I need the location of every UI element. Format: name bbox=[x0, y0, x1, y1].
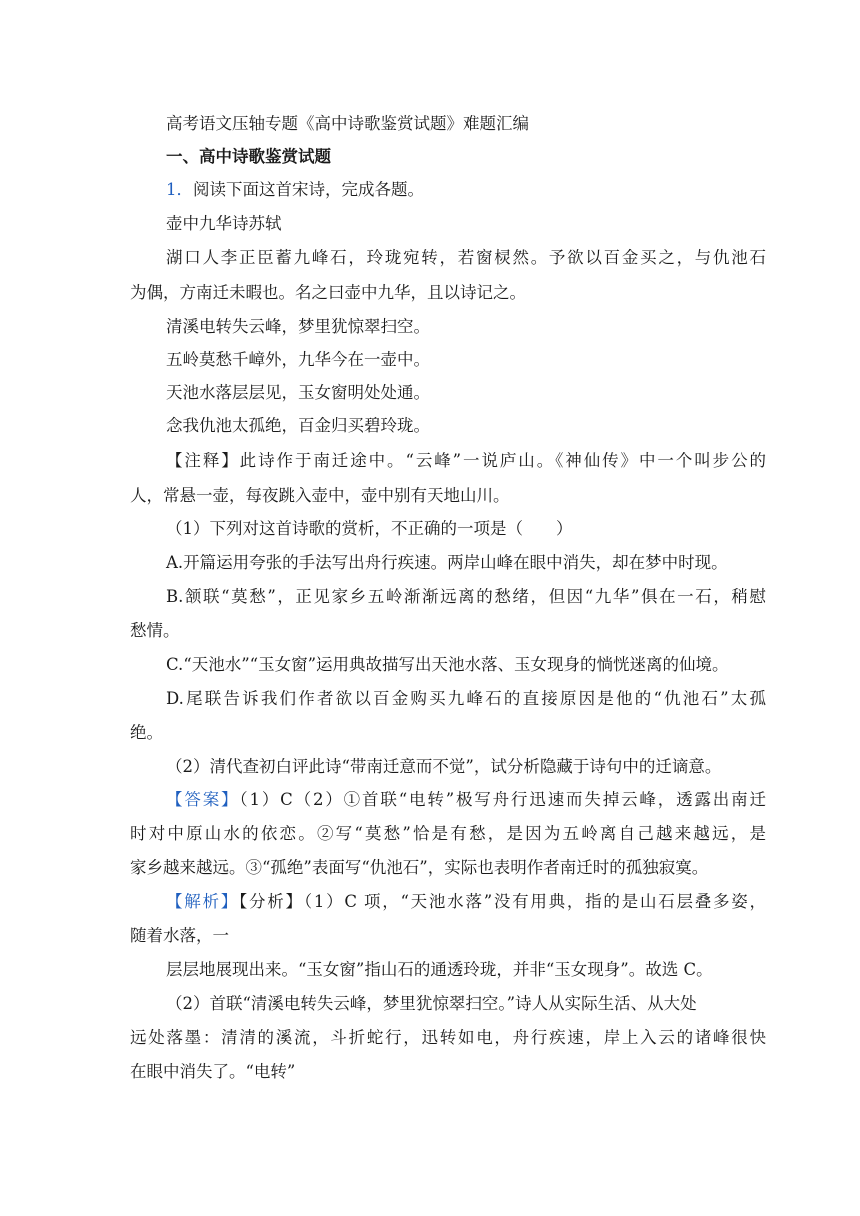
analysis-sub-label: 【分析】 bbox=[239, 892, 304, 911]
doc-title: 高考语文压轴专题《高中诗歌鉴赏试题》难题汇编 bbox=[166, 114, 529, 133]
note-line-1: 【注释】此诗作于南迁途中。“云峰”一说庐山。《神仙传》中一个叫步公的 bbox=[166, 451, 766, 470]
answer-line-2: 时对中原山水的依恋。②写“莫愁”恰是有愁，是因为五岭离自己越来越远，是 bbox=[130, 824, 766, 843]
verse-2: 五岭莫愁千嶂外，九华今在一壶中。 bbox=[166, 350, 430, 369]
preface-line-1: 湖口人李正臣蓄九峰石，玲珑宛转，若窗棂然。予欲以百金买之，与仇池石 bbox=[166, 248, 766, 267]
question-1 bbox=[166, 180, 424, 200]
analysis-text-1: （1）C 项，“天池水落”没有用典，指的是山石层叠多姿， bbox=[303, 892, 766, 911]
answer-label: 【答案】 bbox=[166, 790, 240, 809]
analysis-line-6: 在眼中消失了。“电转” bbox=[130, 1062, 296, 1081]
note-line-2: 人，常悬一壶，每夜跳入壶中，壶中别有天地山川。 bbox=[130, 486, 510, 505]
analysis-line-3: 层层地展现出来。“玉女窗”指山石的通透玲珑，并非“玉女现身”。故选 C。 bbox=[166, 960, 713, 979]
option-c: C.“天池水”“玉女窗”运用典故描写出天池水落、玉女现身的惝恍迷离的仙境。 bbox=[166, 655, 729, 674]
analysis-label: 【解析】 bbox=[166, 892, 240, 911]
verse-4: 念我仇池太孤绝，百金归买碧玲珑。 bbox=[166, 416, 430, 435]
question-number: 1． bbox=[166, 180, 193, 199]
question-intro: 阅读下面这首宋诗，完成各题。 bbox=[193, 180, 424, 199]
answer-text-1: （1）C（2）①首联“电转”极写舟行迅速而失掉云峰，透露出南迁 bbox=[239, 790, 766, 809]
verse-3: 天池水落层层见，玉女窗明处处通。 bbox=[166, 383, 430, 402]
option-a: A.开篇运用夸张的手法写出舟行疾速。两岸山峰在眼中消失，却在梦中时现。 bbox=[166, 553, 728, 572]
answer-line-3: 家乡越来越远。③“孤绝”表面写“仇池石”，实际也表明作者南迁时的孤独寂寞。 bbox=[130, 858, 709, 877]
option-d-line-1: D.尾联告诉我们作者欲以百金购买九峰石的直接原因是他的“仇池石”太孤 bbox=[166, 689, 766, 708]
sub-question-1: （1）下列对这首诗歌的赏析，不正确的一项是（ ） bbox=[166, 519, 573, 538]
poem-title: 壶中九华诗苏轼 bbox=[166, 214, 282, 233]
preface-line-2: 为偶，方南迁未暇也。名之曰壶中九华，且以诗记之。 bbox=[130, 283, 526, 302]
answer-line-1 bbox=[166, 790, 766, 810]
analysis-line-5: 远处落墨：清清的溪流，斗折蛇行，迅转如电，舟行疾速，岸上入云的诸峰很快 bbox=[130, 1028, 766, 1047]
analysis-line-4: （2）首联“清溪电转失云峰，梦里犹惊翠扫空。”诗人从实际生活、从大处 bbox=[166, 994, 697, 1013]
analysis-line-2: 随着水落，一 bbox=[130, 926, 229, 945]
verse-1: 清溪电转失云峰，梦里犹惊翠扫空。 bbox=[166, 317, 430, 336]
analysis-line-1 bbox=[166, 892, 766, 912]
sub-question-2: （2）清代查初白评此诗“带南迁意而不觉”，试分析隐藏于诗句中的迁谪意。 bbox=[166, 757, 722, 776]
option-d-line-2: 绝。 bbox=[130, 723, 163, 742]
option-b-line-2: 愁情。 bbox=[130, 621, 180, 640]
option-b-line-1: B.颔联“莫愁”，正见家乡五岭渐渐远离的愁绪，但因“九华”俱在一石，稍慰 bbox=[166, 587, 766, 606]
section-heading: 一、高中诗歌鉴赏试题 bbox=[166, 147, 331, 166]
